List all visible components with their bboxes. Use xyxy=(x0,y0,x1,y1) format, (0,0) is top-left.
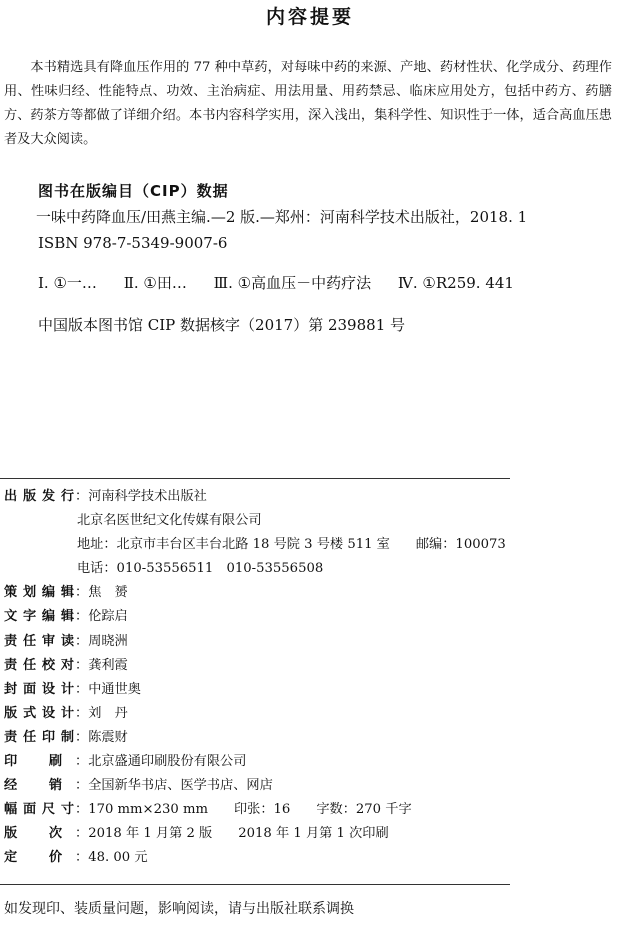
cip-bibliographic-line: 一味中药降血压/田燕主编.—2 版.—郑州：河南科学技术出版社，2018. 1 xyxy=(36,208,528,226)
credit-row-print-manager xyxy=(4,726,616,750)
classification-item: Ⅰ. ①一… xyxy=(38,274,97,292)
credit-label: 版 次 xyxy=(4,826,62,842)
credit-value: ：周晓洲 xyxy=(75,633,128,649)
credits-block xyxy=(4,485,616,871)
divider-top xyxy=(0,478,510,479)
credit-value: ：陈震财 xyxy=(75,729,128,745)
credit-row-printer xyxy=(4,750,616,774)
credit-row-cover-design xyxy=(4,678,616,702)
credit-label: 责 任 校 对 xyxy=(4,657,74,673)
credit-label: 幅 面 尺 寸 xyxy=(4,802,74,818)
credit-value: ：伦踪启 xyxy=(75,609,128,625)
cip-heading: 图书在版编目（CIP）数据 xyxy=(38,182,229,200)
credit-value: ：北京盛通印刷股份有限公司 xyxy=(75,754,247,770)
credit-label: 封 面 设 计 xyxy=(4,681,74,697)
credit-value: ：中通世奥 xyxy=(75,681,141,697)
content-summary xyxy=(4,56,612,152)
credit-row-reviewer xyxy=(4,630,616,654)
summary-paragraph: 本书精选具有降血压作用的 77 种中草药，对每味中药的来源、产地、药材性状、化学成分、药理作用、性味归经、性能特点、功效、主治病症、用法用量、用药禁忌、临床应用处方，包括中药方、药膳方、药茶方等都做了详细介绍。本书内容科学实用，深入浅出，集科学性、知识性于一体，适合高血压患者及大众阅读。 xyxy=(4,60,612,147)
credit-value: 北京名医世纪文化传媒有限公司 xyxy=(77,513,262,529)
classification-item: Ⅳ. ①R259. 441 xyxy=(397,274,514,292)
credit-row-publisher xyxy=(4,485,616,509)
credit-value: ：焦 赟 xyxy=(75,585,128,601)
credit-label: 出 版 发 行 xyxy=(4,489,74,504)
credit-row-format xyxy=(4,798,616,822)
credit-label: 定 价 xyxy=(4,850,62,866)
credit-label: 策 划 编 辑 xyxy=(4,585,74,601)
credit-value: 地址：北京市丰台区丰台北路 18 号院 3 号楼 511 室 邮编：100073 xyxy=(77,537,506,553)
credit-row-phone xyxy=(4,557,616,581)
divider-bottom xyxy=(0,884,510,885)
credit-value: ：刘 丹 xyxy=(75,705,128,721)
credit-label: 文 字 编 辑 xyxy=(4,609,74,625)
credit-value: ：48. 00 元 xyxy=(75,850,148,866)
quality-notice: 如发现印、装质量问题，影响阅读，请与出版社联系调换 xyxy=(4,901,354,917)
credit-label: 经 销 xyxy=(4,778,62,794)
cip-classification xyxy=(38,270,618,296)
credit-value: ：170 mm×230 mm 印张：16 字数：270 千字 xyxy=(75,802,412,818)
credit-row-layout-design xyxy=(4,702,616,726)
credit-value: ：2018 年 1 月第 2 版 2018 年 1 月第 1 次印刷 xyxy=(75,826,389,842)
credit-row-text-editor xyxy=(4,605,616,629)
credit-value: ：龚利霞 xyxy=(75,657,128,673)
credit-row-planning-editor xyxy=(4,581,616,605)
credit-value: ：全国新华书店、医学书店、网店 xyxy=(75,778,273,794)
credit-row-address xyxy=(4,533,616,557)
credit-value: 电话：010-53556511 010-53556508 xyxy=(77,561,324,577)
cip-isbn: ISBN 978-7-5349-9007-6 xyxy=(38,234,228,252)
classification-item: Ⅲ. ①高血压－中药疗法 xyxy=(213,274,372,292)
classification-item: Ⅱ. ①田… xyxy=(123,274,187,292)
credit-label: 版 式 设 计 xyxy=(4,705,74,721)
cip-record-number: 中国版本图书馆 CIP 数据核字（2017）第 239881 号 xyxy=(38,316,406,334)
credit-label: 责 任 审 读 xyxy=(4,633,74,649)
credit-row-price xyxy=(4,846,616,870)
credit-row-distributor xyxy=(4,774,616,798)
page-title: 内容提要 xyxy=(265,6,354,28)
cip-block xyxy=(38,178,618,338)
credit-row-proofreader xyxy=(4,654,616,678)
credit-row-edition xyxy=(4,822,616,846)
credit-row-co-publisher xyxy=(4,509,616,533)
credit-label: 印 刷 xyxy=(4,754,62,770)
credit-value: ：河南科学技术出版社 xyxy=(75,489,207,504)
credit-label: 责 任 印 制 xyxy=(4,729,74,745)
